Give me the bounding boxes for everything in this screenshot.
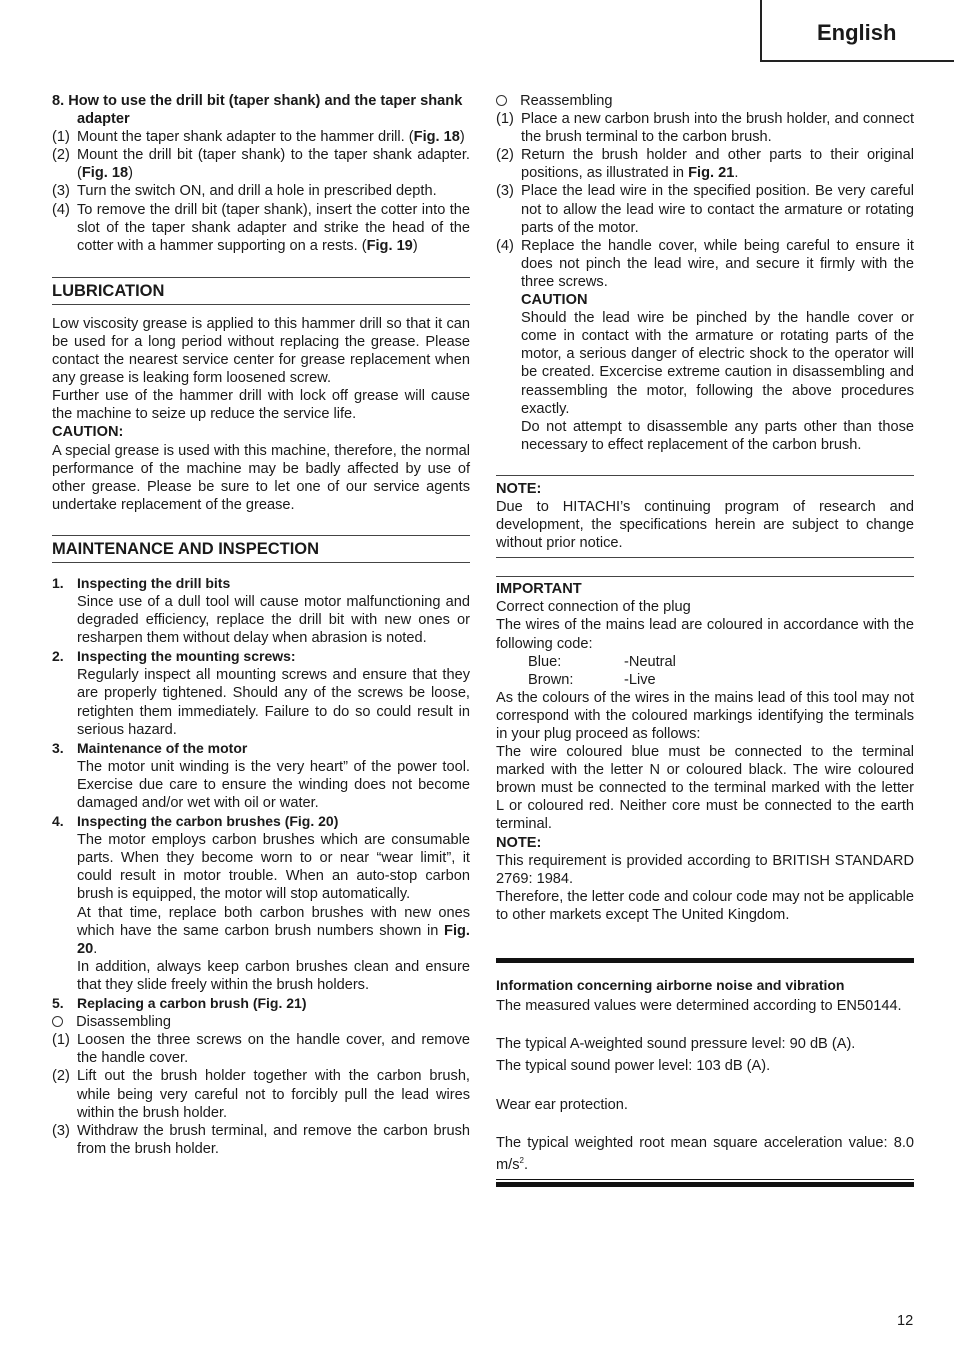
fig-ref: Fig. 19 [366, 237, 413, 254]
wire-row: Brown: -Live [528, 671, 656, 688]
important-text: Correct connection of the plug [496, 599, 691, 616]
disassembly-step-2: (2) Lift out the brush holder together with the carbon brush, while being very careful not to forcibly pull the lead wires within the brush holder. [52, 1068, 470, 1121]
disassembly-step-3: (3) Withdraw the brush terminal, and remove the carbon brush from the brush holder. [52, 1122, 470, 1157]
reassembling-label: Reassembling [496, 92, 914, 110]
language-tab [760, 0, 954, 62]
note-label: NOTE: [496, 834, 542, 851]
maintenance-item-2: 2. Inspecting the mounting screws: [52, 648, 296, 665]
page-number: 12 [897, 1313, 914, 1329]
lubrication-caution-text: A special grease is used with this machine, therefore, the normal performance of the machine may be badly affected by use of other grease. Please be sure to let one of our service agents undertake replacement of the grease. [52, 442, 470, 513]
note-text: Due to HITACHI’s continuing program of research and development, the specifications herein are subject to change without prior notice. [496, 498, 914, 552]
noise-title: Information concerning airborne noise and vibration [496, 977, 845, 994]
maintenance-text: The motor unit winding is the very heart” of the power tool. Exercise due care to ensure the winding does not become damaged and/or wet with oil or water. [77, 758, 470, 811]
important-label: IMPORTANT [496, 581, 582, 598]
disassembly-step-1: (1) Loosen the three screws on the handle cover, and remove the handle cover. [52, 1032, 470, 1067]
note-label: NOTE: [496, 480, 542, 497]
maintenance-item-1: 1. Inspecting the drill bits [52, 574, 231, 591]
sec8-item-2: (2) Mount the drill bit (taper shank) to the taper shank adapter. (Fig. 18) [52, 147, 470, 182]
important-text: This requirement is provided according to BRITISH STANDARD 2769: 1984. [496, 852, 914, 887]
right-column [496, 92, 914, 1187]
maintenance-item-4: 4. Inspecting the carbon brushes (Fig. 20) [52, 813, 339, 830]
circle-bullet-icon [52, 1016, 63, 1027]
maintenance-text: In addition, always keep carbon brushes clean and ensure that they slide freely within the brush holders. [77, 958, 470, 993]
fig-ref: Fig. 20 [77, 922, 470, 957]
noise-text: Wear ear protection. [496, 1097, 628, 1114]
wire-row: Blue: -Neutral [528, 653, 676, 670]
noise-text: The typical A-weighted sound pressure level: 90 dB (A). [496, 1036, 856, 1053]
noise-text: The measured values were determined according to EN50144. [496, 998, 902, 1015]
lubrication-text: Further use of the hammer drill with lock off grease will cause the machine to seize up reduce the service life. [52, 388, 470, 423]
section-8-title: 8. How to use the drill bit (taper shank) and the taper shank adapter [52, 93, 463, 128]
caution-text: Do not attempt to disassemble any parts other than those necessary to effect replacement of the carbon brush. [521, 418, 914, 453]
maintenance-item-5: 5. Replacing a carbon brush (Fig. 21) [52, 995, 307, 1012]
lubrication-heading: LUBRICATION [52, 277, 470, 305]
reassembly-step-4: (4) Replace the handle cover, while being careful to ensure it does not pinch the lead wire, and secure it firmly with the three screws. [496, 237, 914, 290]
fig-ref: Fig. 18 [413, 129, 460, 146]
noise-text: The typical sound power level: 103 dB (A). [496, 1058, 771, 1075]
fig-ref: Fig. 21 [688, 165, 735, 182]
sec8-item-4: (4) To remove the drill bit (taper shank), insert the cotter into the slot of the taper shank adapter and strike the head of the cotter with a hammer supporting on a rests. (Fig. 19) [52, 201, 470, 254]
maintenance-heading: MAINTENANCE AND INSPECTION [52, 535, 470, 563]
reassembly-step-3: (3) Place the lead wire in the specified position. Be very careful not to allow the lead wire to contact the armature or rotating parts of the motor. [496, 183, 914, 236]
maintenance-text: Regularly inspect all mounting screws and ensure that they are properly tightened. Should any of the screws be loose, retighten them immediately. Failure to do so could result in serious hazard. [77, 667, 470, 738]
maintenance-text: Since use of a dull tool will cause motor malfunctioning and degraded efficiency, replace the drill bit with new ones or resharpen them without delay when abrasion is noted. [77, 593, 470, 647]
maintenance-item-3: 3. Maintenance of the motor [52, 739, 248, 756]
maintenance-text: The motor employs carbon brushes which are consumable parts. When they become worn to or near “wear limit”, it could result in motor trouble. When an auto-stop carbon brush is equipped, the motor will stop automatically. [77, 832, 470, 903]
vibration-text: The typical weighted root mean square acceleration value: 8.0 $m/s^2$. [496, 1134, 914, 1173]
reassembly-step-2: (2) Return the brush holder and other parts to their original positions, as illustrated in Fig. 21. [496, 147, 914, 182]
sec8-item-1: (1) Mount the taper shank adapter to the hammer drill. (Fig. 18) [52, 129, 465, 146]
disassembling-label: Disassembling [52, 1013, 470, 1031]
reassembly-step-1: (1) Place a new carbon brush into the brush holder, and connect the brush terminal to the carbon brush. [496, 111, 914, 146]
lubrication-text: Low viscosity grease is applied to this hammer drill so that it can be used for a long period without replacing the grease. Please contact the nearest service center for grease replacement when any grease is leaking form loosened screw. [52, 315, 470, 387]
note-box [496, 475, 914, 558]
fig-ref: Fig. 18 [81, 165, 129, 182]
divider [496, 1182, 914, 1187]
important-text: The wires of the mains lead are coloured in accordance with the following code: [496, 617, 914, 652]
sec8-item-3: (3) Turn the switch ON, and drill a hole in prescribed depth. [52, 183, 437, 200]
language-label: English [817, 20, 897, 45]
caution-label: CAUTION: [52, 424, 124, 441]
caution-label: CAUTION [521, 292, 588, 309]
important-text: As the colours of the wires in the mains lead of this tool may not correspond with the coloured markings identifying the terminals in your plug proceed as follows: [496, 689, 914, 742]
caution-text: Should the lead wire be pinched by the handle cover or come in contact with the armature or rotating parts of the motor, a serious danger of electric shock to the operator will be created. Excercise extreme caution in disassembling and reassembling the motor, following the above procedures exactly. [521, 310, 914, 417]
circle-bullet-icon [496, 95, 507, 106]
left-column [52, 92, 470, 1158]
important-box [496, 576, 914, 924]
important-text: Therefore, the letter code and colour code may not be applicable to other markets except The United Kingdom. [496, 888, 914, 923]
important-text: The wire coloured blue must be connected to the terminal marked with the letter N or coloured black. The wire coloured brown must be connected to the terminal marked with the letter L or coloured red. Neither core must be connected to the earth terminal. [496, 744, 914, 833]
maintenance-text: At that time, replace both carbon brushes with new ones which have the same carbon brush numbers shown in Fig. 20. [77, 904, 470, 957]
